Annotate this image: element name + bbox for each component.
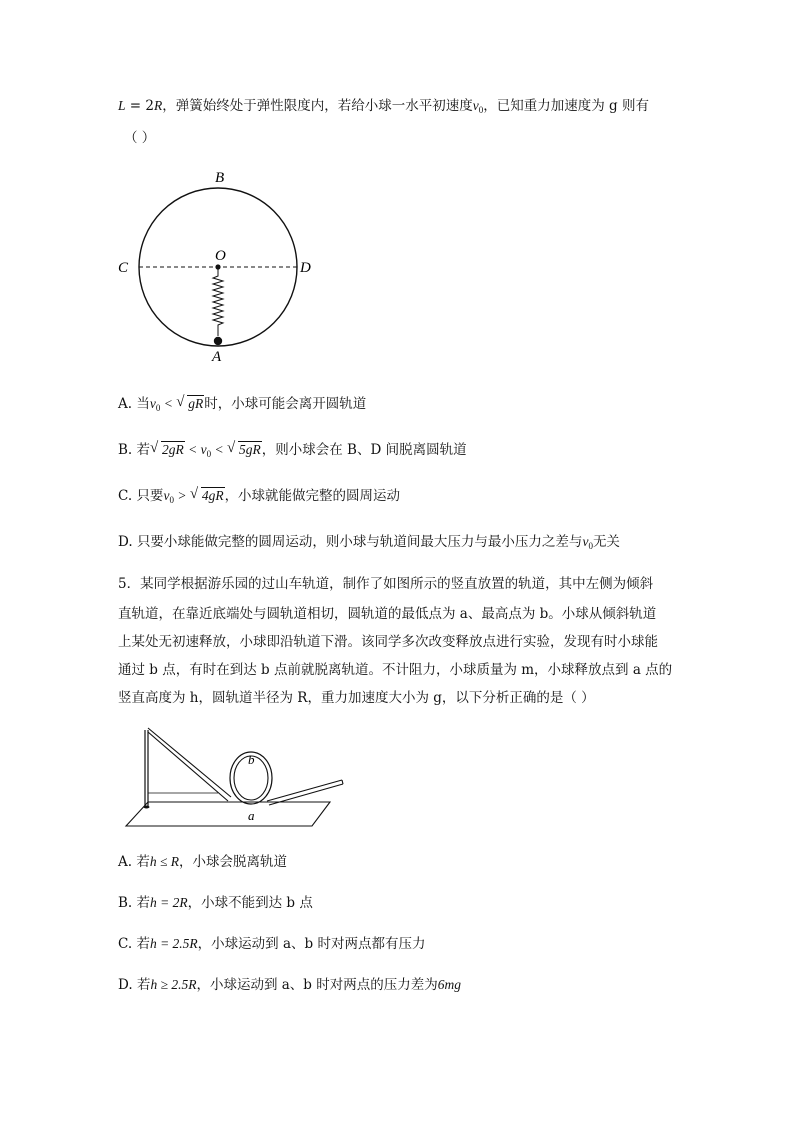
q5-text-line-3: 上某处无初速释放，小球即沿轨道下滑。该同学多次改变释放点进行实验，发现有时小球能 <box>118 634 658 650</box>
q4-d-math: $v_0$ <box>582 534 593 551</box>
q5-b-math: h = 2R <box>150 895 188 910</box>
q5-text-line-2: 直轨道，在靠近底端处与圆轨道相切，圆轨道的最低点为 a、最高点为 b。小球从倾斜轨道 <box>118 606 657 622</box>
q4-answer-paren: （ ） <box>124 130 156 146</box>
q4-math-L-eq-2R: L <box>118 98 126 113</box>
q5-label-a: a <box>248 808 255 823</box>
q4-label-A: A <box>212 349 222 364</box>
q4-label-O: O <box>215 248 226 264</box>
q5-option-c[interactable]: C. 若h = 2.5R，小球运动到 a、b 时对两点都有压力 <box>118 936 426 952</box>
q5-d-math: h ≥ 2.5R <box>150 977 197 992</box>
q5-d-math-6mg: 6mg <box>437 977 461 992</box>
q4-a-math: $v_0$ < √ gR <box>150 396 204 411</box>
q4-label-C: C <box>118 260 129 276</box>
q4-b-math: √ $2gR < v_0$ < √ 5gR <box>150 442 262 457</box>
q4-math-v0: $v_0$ <box>472 98 484 115</box>
q4-intro-end: ，已知重力加速度为 g 则有 <box>483 98 649 114</box>
q4-label-B: B <box>215 170 225 186</box>
q4-option-d[interactable]: D. 只要小球能做完整的圆周运动，则小球与轨道间最大压力与最小压力之差与$v_0$无关 <box>118 534 620 551</box>
q4-option-a[interactable]: A. 当$v_0$ < √ gR时，小球可能会离开圆轨道 <box>118 394 366 418</box>
q5-option-b[interactable]: B. 若h = 2R，小球不能到达 b 点 <box>118 895 313 911</box>
q5-option-d[interactable]: D. 若h ≥ 2.5R，小球运动到 a、b 时对两点的压力差为6mg <box>118 977 461 993</box>
q4-figure-circle-spring <box>112 164 322 364</box>
q4-option-c[interactable]: C. 只要$v_0$ > √ 4gR，小球就能做完整的圆周运动 <box>118 486 400 510</box>
q5-label-b: b <box>248 752 255 767</box>
q5-text-line-4: 通过 b 点，有时在到达 b 点前就脱离轨道。不计阻力，小球质量为 m，小球释放点到 a 点的 <box>118 662 673 678</box>
q4-label-D: D <box>300 260 311 276</box>
q5-figure-roller-coaster <box>120 722 350 832</box>
q5-a-math: h ≤ R <box>149 854 179 869</box>
q4-c-math: $v_0$ > √ 4gR <box>163 488 224 503</box>
q4-intro-line: L = 2R，弹簧始终处于弹性限度内，若给小球一水平初速度$v_0$，已知重力加速度为 g 则有 <box>118 98 649 115</box>
q5-option-a[interactable]: A. 若h ≤ R，小球会脱离轨道 <box>118 854 287 870</box>
q5-text-line-1: 5．某同学根据游乐园的过山车轨道，制作了如图所示的竖直放置的轨道，其中左侧为倾斜 <box>118 576 654 592</box>
q4-option-b[interactable]: B. 若√ $2gR < v_0$ < √ 5gR，则小球会在 B、D 间脱离圆轨道 <box>118 440 467 464</box>
q5-c-math: h = 2.5R <box>149 936 198 951</box>
q4-intro-text: ，弹簧始终处于弹性限度内，若给小球一水平初速度 <box>162 98 473 114</box>
q5-text-line-5: 竖直高度为 h，圆轨道半径为 R，重力加速度大小为 g，以下分析正确的是（ ） <box>118 690 595 706</box>
